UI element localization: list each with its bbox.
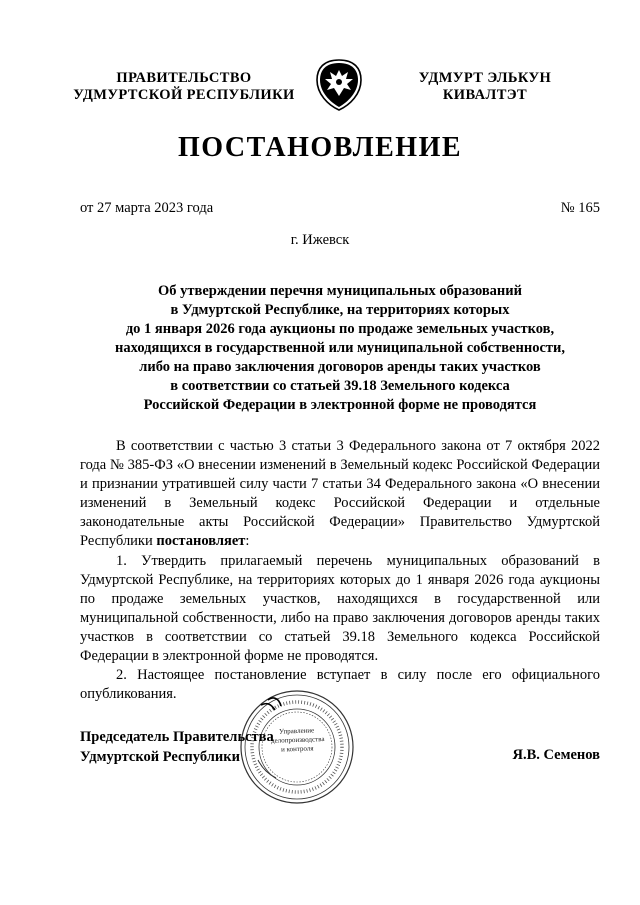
header-right <box>400 70 570 104</box>
header-left-line1: ПРАВИТЕЛЬСТВО <box>116 70 252 86</box>
document-title <box>80 282 600 415</box>
title-line: в Удмуртской Республике, на территориях которых <box>170 302 510 318</box>
seal-line: делопроизводства <box>270 735 325 745</box>
title-line: находящихся в государственной или муниципальной собственности, <box>115 340 565 356</box>
udmurt-coat-of-arms-icon <box>314 58 364 112</box>
title-line: Об утверждении перечня муниципальных образований <box>158 283 522 299</box>
seal-line: Управление <box>278 726 315 736</box>
document-body <box>80 437 600 704</box>
preamble-end: : <box>245 533 250 550</box>
header-right-line2: КИВАЛТЭТ <box>442 87 528 103</box>
preamble-keyword: постановляет <box>156 533 246 550</box>
document-number: № 165 <box>560 200 600 216</box>
header-left-line2: УДМУРТСКОЙ РЕСПУБЛИКИ <box>73 87 295 103</box>
header-left <box>60 70 308 104</box>
seal-line: и контроля <box>280 744 314 754</box>
title-line: либо на право заключения договоров аренды таких участков <box>139 359 541 375</box>
document-type: ПОСТАНОВЛЕНИЕ <box>177 132 463 163</box>
title-line: в соответствии со статьей 39.18 Земельного кодекса <box>170 378 510 394</box>
body-paragraph-item-1: 1. Утвердить прилагаемый перечень муниципальных образований в Удмуртской Республике, на территориях которых до 1 января 2026 года аукционы по продаже земельных участков, находящихся в государственной или муниципальной собственности, либо на право заключения договоров аренды таких участков в соответствии со статьей 39.18 Земельного кодекса Российской Федерации в электронной форме не проводятся. <box>80 552 600 665</box>
seal-center-text <box>271 726 324 755</box>
signer-name: Я.В. Семенов <box>512 747 600 763</box>
signer-title-line1: Председатель Правительства <box>80 729 274 745</box>
body-paragraph-preamble <box>80 437 600 552</box>
signer-title <box>80 728 274 767</box>
signer-title-line2: Удмуртской Республики <box>80 748 240 765</box>
document-city: г. Ижевск <box>290 232 350 248</box>
title-line: до 1 января 2026 года аукционы по продаже земельных участков, <box>125 321 555 337</box>
header-right-line1: УДМУРТ ЭЛЬКУН <box>418 70 552 86</box>
preamble-text: В соответствии с частью 3 статьи 3 Федерального закона от 7 октября 2022 года № 385-ФЗ «О внесении изменений в Земельный кодекс Российской Федерации и признании утратившей силу части 7 статьи 34 Федерального закона «О внесении изменений в Земельный кодекс Российской Федерации и отдельные законодательные акты Российской Федерации» Правительство Удмуртской Республики <box>80 438 600 550</box>
body-paragraph-item-2: 2. Настоящее постановление вступает в силу после его официального опубликования. <box>80 667 600 703</box>
document-date: от 27 марта 2023 года <box>80 200 214 216</box>
title-line: Российской Федерации в электронной форме не проводятся <box>143 397 537 413</box>
